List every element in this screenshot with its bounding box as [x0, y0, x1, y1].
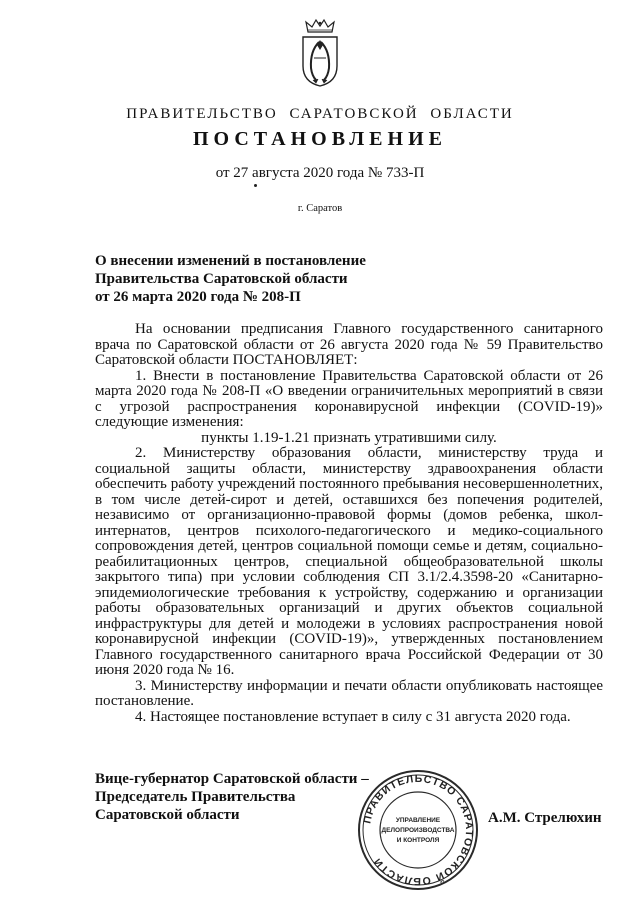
signer-title-line: Вице-губернатор Саратовской области – [95, 771, 369, 787]
stamp-inner-line: ДЕЛОПРОИЗВОДСТВА [381, 827, 455, 834]
document-body [95, 322, 603, 725]
subject-line: от 26 марта 2020 года № 208-П [95, 289, 301, 305]
stamp-inner-line: УПРАВЛЕНИЕ [395, 817, 441, 824]
item-3-paragraph: 3. Министерству информации и печати области опубликовать настоящее постановление. [95, 677, 603, 709]
intro-paragraph: На основании предписания Главного государственного санитарного врача по Саратовской области от 26 августа 2020 года № 59 Правительство Саратовской области ПОСТАНОВЛЯЕТ: [95, 321, 603, 368]
stray-mark [254, 184, 257, 187]
item-1-paragraph: 1. Внести в постановление Правительства Саратовской области от 26 марта 2020 года № 208-П «О введении ограничительных мероприятий в связи с угрозой распространения коронавирусной инфекции (COVID-19)» следующие изменения: [95, 367, 603, 430]
document-date-number: от 27 августа 2020 года № 733-П [215, 165, 425, 181]
coat-of-arms-emblem [299, 18, 341, 93]
signer-title [95, 770, 375, 824]
signer-title-line: Председатель Правительства [95, 789, 296, 805]
government-name: ПРАВИТЕЛЬСТВО САРАТОВСКОЙ ОБЛАСТИ [126, 106, 514, 122]
document-type-title: ПОСТАНОВЛЕНИЕ [193, 128, 447, 150]
signer-name: А.М. Стрелюхин [488, 810, 602, 826]
item-1-change-paragraph: пункты 1.19-1.21 признать утратившими силу. [201, 429, 497, 446]
subject-line: О внесении изменений в постановление [95, 253, 366, 269]
item-4-paragraph: 4. Настоящее постановление вступает в силу с 31 августа 2020 года. [135, 708, 571, 725]
document-city: г. Саратов [297, 203, 343, 214]
document-subject [95, 252, 425, 306]
item-2-paragraph: 2. Министерству образования области, министерству труда и социальной защиты области, министерству здравоохранения области обеспечить работу учреждений постоянного пребывания несовершеннолетних, в том числе детей-сирот и детей, оставшихся без попечения родителей, независимо от организационно-правовой формы (домов ребенка, школ-интернатов, центров психолого-педагогического и медико-социального сопровождения детей, центров социальной помощи семье и детям, социально-реабилитационных центров, специальной общеобразовательной школы закрытого типа) при условии соблюдения СП 3.1/2.4.3598-20 «Санитарно-эпидемиологические требования к устройству, содержанию и организации работы образовательных организаций и других объектов социальной инфраструктуры для детей и молодежи в условиях распространения новой коронавирусной инфекции (COVID-19)», утвержденных постановлением Главного государственного санитарного врача Российской Федерации от 30 июня 2020 года № 16. [95, 445, 603, 678]
stamp-ring-text: ПРАВИТЕЛЬСТВО САРАТОВСКОЙ ОБЛАСТИ [361, 772, 476, 888]
signer-title-line: Саратовской области [95, 807, 240, 823]
stamp-inner-line: И КОНТРОЛЯ [396, 837, 440, 844]
subject-line: Правительства Саратовской области [95, 271, 348, 287]
official-stamp [356, 768, 480, 897]
